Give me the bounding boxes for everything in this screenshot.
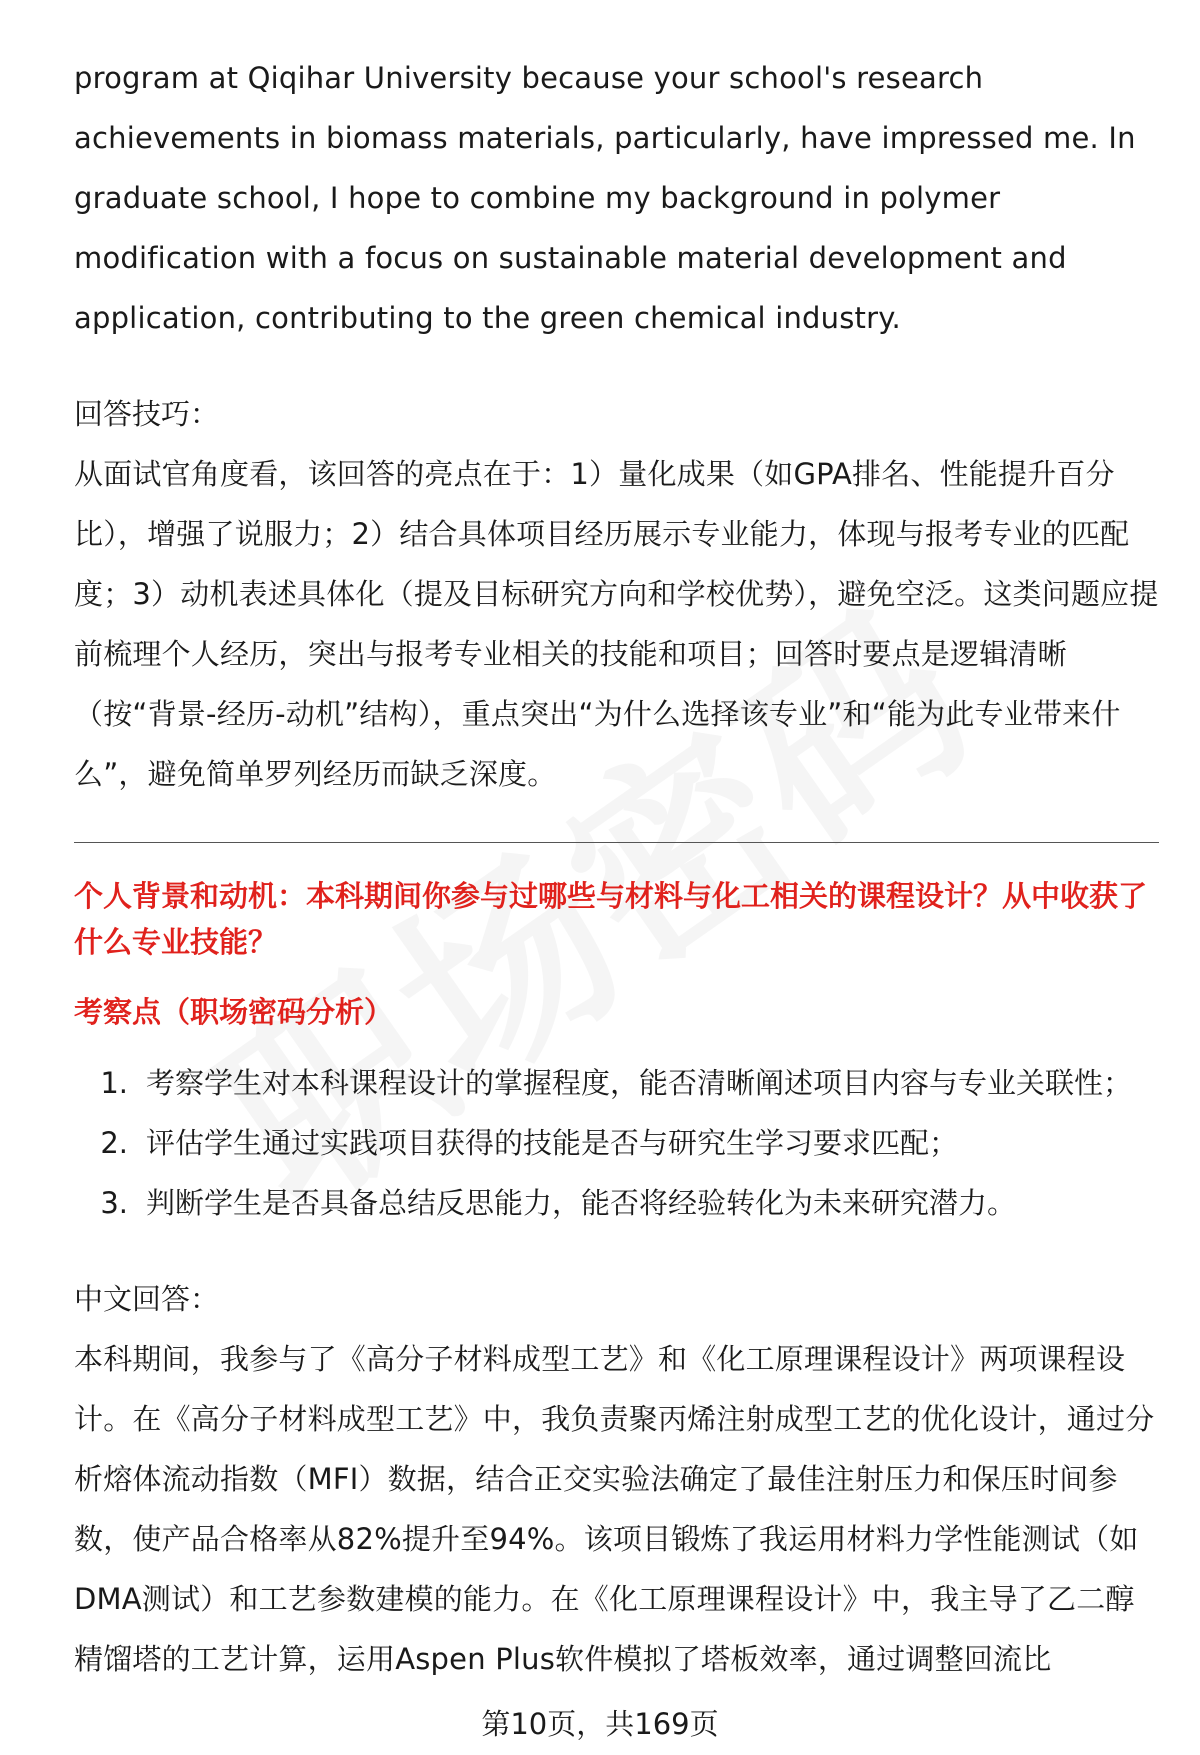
english-answer-paragraph: program at Qiqihar University because your school's research achievements in biomass materials, particularly, have impressed me. In graduate school, I hope to combine my background in polymer modification with a focus on sustainable material development and application, contributing to the green chemical industry. (74, 61, 1136, 335)
list-item-text: 判断学生是否具备总结反思能力，能否将经验转化为未来研究潜力。 (146, 1186, 1017, 1220)
list-item-text: 评估学生通过实践项目获得的技能是否与研究生学习要求匹配； (146, 1126, 959, 1160)
list-item (74, 1053, 1159, 1113)
assessment-list (74, 1053, 1159, 1233)
chinese-answer-paragraph: 本科期间，我参与了《高分子材料成型工艺》和《化工原理课程设计》两项课程设计。在《高分子材料成型工艺》中，我负责聚丙烯注射成型工艺的优化设计，通过分析熔体流动指数（MFI）数据，结合正交实验法确定了最佳注射压力和保压时间参数，使产品合格率从82%提升至94%。该项目锻炼了我运用材料力学性能测试（如DMA测试）和工艺参数建模的能力。在《化工原理课程设计》中，我主导了乙二醇精馏塔的工艺计算，运用Aspen Plus软件模拟了塔板效率，通过调整回流比 (74, 1342, 1155, 1676)
list-item-number: 2. (100, 1126, 128, 1160)
assessment-heading: 考察点（职场密码分析） (74, 995, 394, 1029)
list-item (74, 1173, 1159, 1233)
document-page (74, 48, 1159, 1689)
tips-paragraph: 从面试官角度看，该回答的亮点在于：1）量化成果（如GPA排名、性能提升百分比），增强了说服力；2）结合具体项目经历展示专业能力，体现与报考专业的匹配度；3）动机表述具体化（提及目标研究方向和学校优势），避免空泛。这类问题应提前梳理个人经历，突出与报考专业相关的技能和项目；回答时要点是逻辑清晰（按“背景-经历-动机”结构），重点突出“为什么选择该专业”和“能为此专业带来什么”，避免简单罗列经历而缺乏深度。 (74, 457, 1159, 791)
list-item-number: 3. (100, 1186, 128, 1220)
page-number-footer: 第10页，共169页 (481, 1707, 719, 1741)
section-divider (74, 842, 1159, 843)
question-heading: 个人背景和动机：本科期间你参与过哪些与材料与化工相关的课程设计？从中收获了什么专业技能？ (74, 879, 1148, 959)
list-item-text: 考察学生对本科课程设计的掌握程度，能否清晰阐述项目内容与专业关联性； (146, 1066, 1133, 1100)
tips-label: 回答技巧： (74, 397, 220, 431)
list-item (74, 1113, 1159, 1173)
chinese-answer-label: 中文回答： (74, 1282, 220, 1316)
list-item-number: 1. (100, 1066, 128, 1100)
